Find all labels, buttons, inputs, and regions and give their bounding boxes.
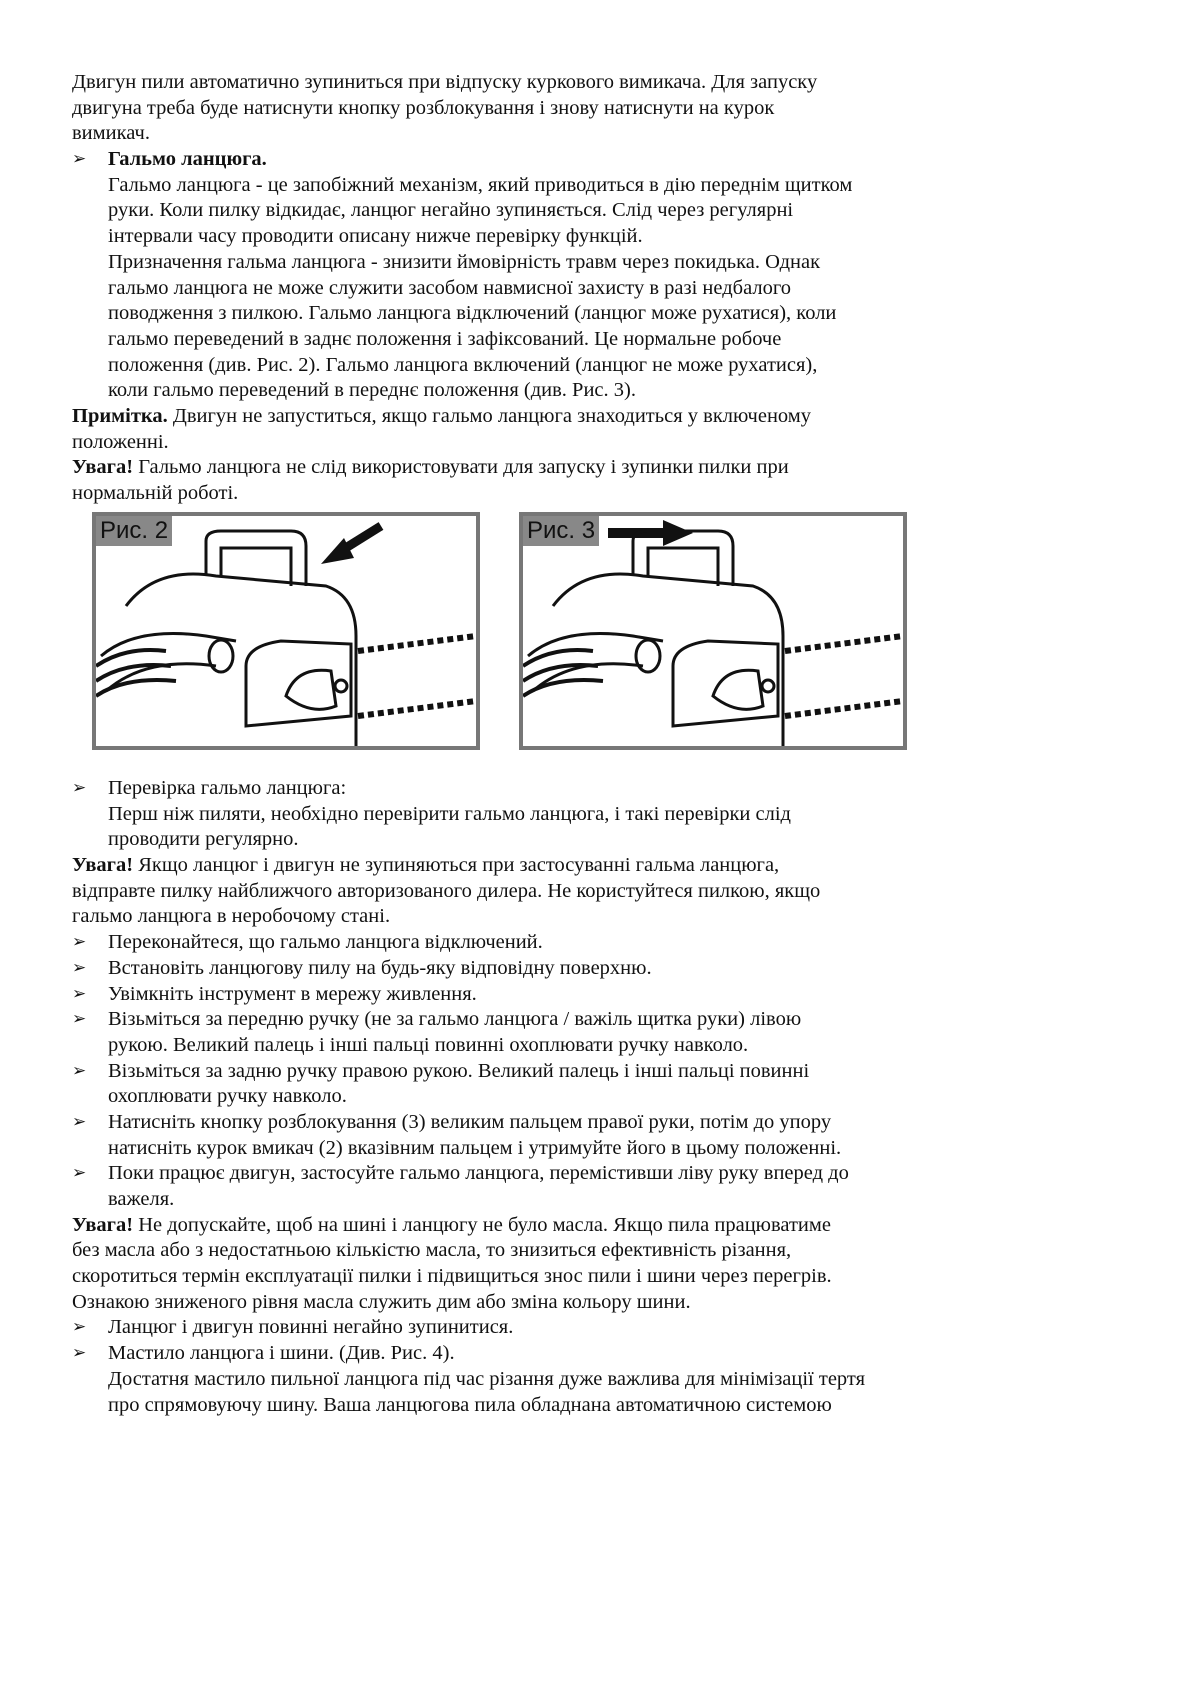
arrow-bullet-icon: ➢	[72, 1009, 87, 1030]
text-line	[72, 1213, 972, 1239]
text-line	[72, 404, 972, 430]
arrow-bullet-icon: ➢	[72, 957, 87, 978]
line-text: Перш ніж пиляти, необхідно перевірити гальмо ланцюга, і такі перевірки слід	[108, 802, 791, 825]
figure-label: Рис. 2	[96, 516, 172, 546]
bold-label: Примітка.	[72, 404, 168, 427]
line-text: Увімкніть інструмент в мережу живлення.	[108, 982, 477, 1005]
bold-label: Увага!	[72, 456, 134, 479]
line-text: Гальмо ланцюга - це запобіжний механізм, який приводиться в дію переднім щитком	[108, 173, 853, 196]
arrow-icon	[321, 526, 381, 564]
text-line	[72, 904, 972, 930]
text-line	[72, 378, 972, 404]
line-text: рукою. Великий палець і інші пальці повинні охоплювати ручку навколо.	[108, 1033, 749, 1056]
line-text: гальмо ланцюга в неробочому стані.	[72, 905, 391, 928]
arrow-bullet-icon: ➢	[72, 1317, 87, 1338]
line-text: скоротиться термін експлуатації пилки і підвищиться знос пили і шини через перегрів.	[72, 1265, 832, 1288]
line-text: поводження з пилкою. Гальмо ланцюга відключений (ланцюг може рухатися), коли	[108, 302, 837, 325]
text-line	[72, 827, 972, 853]
arrow-bullet-icon: ➢	[72, 778, 87, 798]
bold-label: Увага!	[72, 1213, 134, 1236]
line-text: без масла або з недостатньою кількістю масла, то знизиться ефективність різання,	[72, 1239, 792, 1262]
bullet-item	[72, 1059, 972, 1085]
line-text: двигуна треба буде натиснути кнопку розблокування і знову натиснути на курок	[72, 96, 775, 119]
figure-3-brake-engaged	[519, 512, 907, 750]
bullet-item	[72, 956, 972, 982]
text-line	[72, 121, 972, 147]
line-text: Двигун пили автоматично зупиниться при відпуску куркового вимикача. Для запуску	[72, 71, 818, 93]
line-text: проводити регулярно.	[108, 828, 299, 851]
arrow-bullet-icon: ➢	[72, 1060, 87, 1081]
text-line	[72, 224, 972, 250]
text-line	[72, 1033, 972, 1059]
arrow-bullet-icon: ➢	[72, 1111, 87, 1132]
text-line	[72, 853, 972, 879]
line-text: гальмо переведений в заднє положення і зафіксований. Це нормальне робоче	[108, 327, 782, 350]
line-text: натисніть курок вмикач (2) вказівним пальцем і утримуйте його в цьому положенні.	[108, 1136, 842, 1159]
text-line	[72, 802, 972, 828]
bullet-item	[72, 1341, 972, 1367]
line-text: відправте пилку найближчого авторизованого дилера. Не користуйтеся пилкою, якщо	[72, 879, 821, 902]
line-text: Мастило ланцюга і шини. (Див. Рис. 4).	[108, 1342, 455, 1365]
line-text: вимикач.	[72, 122, 150, 145]
line-text: нормальній роботі.	[72, 482, 239, 504]
text-line	[72, 879, 972, 905]
bold-label: Гальмо ланцюга.	[108, 148, 267, 171]
line-text: про спрямовуючу шину. Ваша ланцюгова пила обладнана автоматичною системою	[108, 1393, 832, 1416]
arrow-bullet-icon: ➢	[72, 983, 87, 1004]
text-line	[72, 198, 972, 224]
line-text: Натисніть кнопку розблокування (3) великим пальцем правої руки, потім до упору	[108, 1110, 832, 1133]
line-text: гальмо ланцюга не може служити засобом навмисної захисту в разі недбалого	[108, 276, 791, 299]
arrow-bullet-icon: ➢	[72, 1163, 87, 1184]
text-line	[72, 481, 972, 507]
text-line	[72, 276, 972, 302]
line-text: охоплювати ручку навколо.	[108, 1085, 347, 1108]
text-line	[72, 173, 972, 199]
line-text: Не допускайте, щоб на шині і ланцюгу не було масла. Якщо пила працюватиме	[133, 1213, 831, 1236]
line-text: положення (див. Рис. 2). Гальмо ланцюга включений (ланцюг не може рухатися),	[108, 353, 818, 376]
text-section-brake-check	[72, 776, 972, 1418]
line-text: положенні.	[72, 430, 169, 453]
text-line	[72, 430, 972, 456]
text-line	[72, 1136, 972, 1162]
arrow-bullet-icon: ➢	[72, 1343, 87, 1364]
bullet-item	[72, 1161, 972, 1187]
text-line	[72, 301, 972, 327]
chainsaw-illustration	[523, 516, 903, 746]
line-text: Гальмо ланцюга не слід використовувати для запуску і зупинки пилки при	[133, 456, 789, 479]
line-text: коли гальмо переведений в переднє положення (див. Рис. 3).	[108, 379, 636, 402]
line-text: Перевірка гальмо ланцюга:	[108, 777, 347, 799]
bullet-item	[72, 776, 972, 802]
line-text: руки. Коли пилку відкидає, ланцюг негайно зупиняється. Слід через регулярні	[108, 199, 794, 222]
bullet-item	[72, 930, 972, 956]
chainsaw-illustration	[96, 516, 476, 746]
line-text: Достатня мастило пильної ланцюга під час різання дуже важлива для мінімізації тертя	[108, 1367, 866, 1390]
arrow-icon	[608, 520, 693, 546]
text-section-chain-brake	[72, 70, 972, 507]
line-text: Ознакою зниженого рівня масла служить дим або зміна кольору шини.	[72, 1290, 691, 1313]
line-text: Призначення гальма ланцюга - знизити ймовірність травм через покидька. Однак	[108, 250, 821, 273]
bullet-item	[72, 982, 972, 1008]
line-text: Якщо ланцюг і двигун не зупиняються при застосуванні гальма ланцюга,	[133, 854, 780, 877]
text-line	[72, 1264, 972, 1290]
text-line	[72, 1367, 972, 1393]
line-text: Поки працює двигун, застосуйте гальмо ланцюга, перемістивши ліву руку вперед до	[108, 1162, 849, 1185]
bold-label: Увага!	[72, 854, 134, 877]
line-text: Візьміться за задню ручку правою рукою. Великий палець і інші пальці повинні	[108, 1059, 810, 1082]
line-text: Двигун не запуститься, якщо гальмо ланцюга знаходиться у включеному	[167, 404, 812, 427]
bullet-item	[72, 147, 972, 173]
bullet-item	[72, 1007, 972, 1033]
line-text: інтервали часу проводити описану нижче перевірку функцій.	[108, 225, 643, 248]
text-line	[72, 1084, 972, 1110]
figure-label: Рис. 3	[523, 516, 599, 546]
text-line	[72, 1238, 972, 1264]
arrow-bullet-icon: ➢	[72, 149, 87, 170]
text-line	[72, 327, 972, 353]
line-text: Ланцюг і двигун повинні негайно зупинитися.	[108, 1316, 514, 1339]
line-text: важеля.	[108, 1188, 175, 1210]
line-text: Переконайтеся, що гальмо ланцюга відключений.	[108, 931, 543, 954]
line-text: Візьміться за передню ручку (не за гальмо ланцюга / важіль щитка руки) лівою	[108, 1008, 802, 1031]
text-line	[72, 70, 972, 96]
text-line	[72, 1393, 972, 1419]
text-line	[72, 1290, 972, 1316]
arrow-bullet-icon: ➢	[72, 932, 87, 953]
bullet-item	[72, 1315, 972, 1341]
text-line	[72, 353, 972, 379]
text-line	[72, 250, 972, 276]
figure-2-brake-disengaged	[92, 512, 480, 750]
text-line	[72, 455, 972, 481]
line-text: Встановіть ланцюгову пилу на будь-яку відповідну поверхню.	[108, 956, 652, 979]
bullet-item	[72, 1110, 972, 1136]
text-line	[72, 1187, 972, 1213]
text-line	[72, 96, 972, 122]
